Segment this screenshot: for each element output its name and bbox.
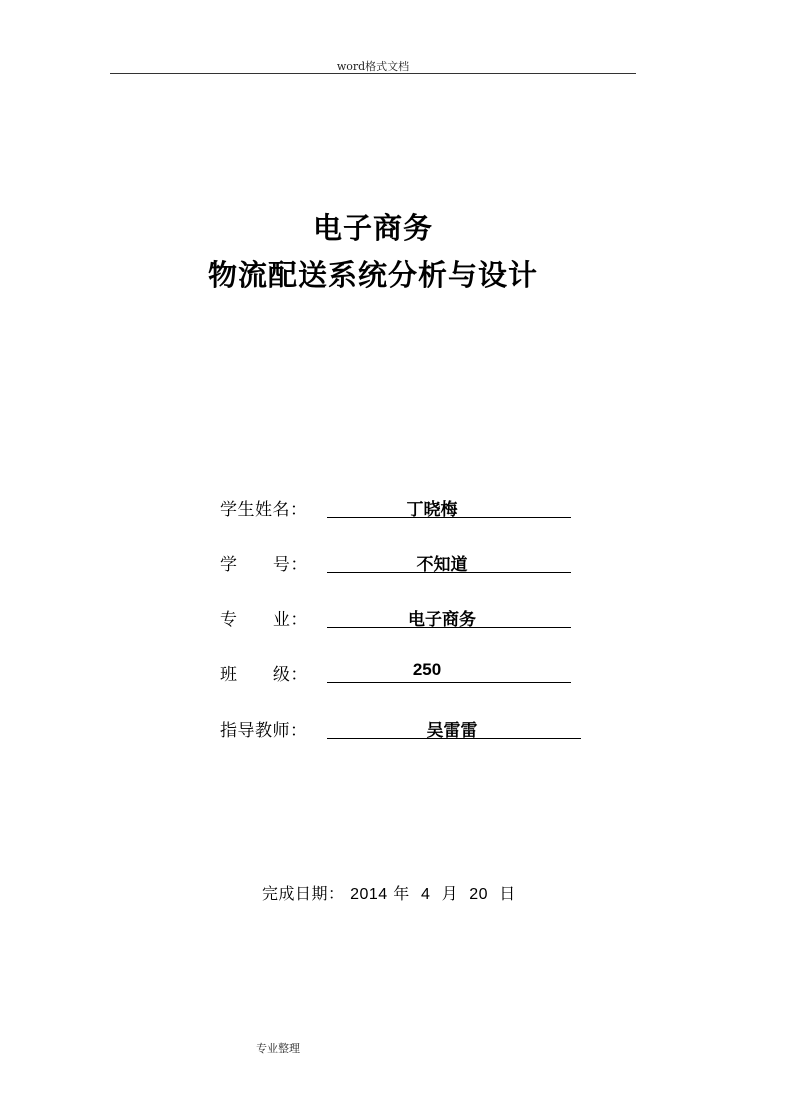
document-title-line-1: 电子商务: [312, 211, 433, 245]
completion-date-day: 20: [469, 886, 489, 903]
advisor-value: 吴雷雷: [426, 721, 478, 741]
class-label: 班 级：: [220, 665, 308, 685]
class-value: 250: [412, 660, 442, 679]
student-name-label: 学生姓名：: [220, 500, 308, 520]
completion-date-day-unit: 日: [499, 884, 516, 903]
advisor-label: 指导教师：: [220, 721, 308, 741]
completion-date-month-unit: 月: [441, 884, 459, 903]
page-footer: 专业整理: [256, 1042, 300, 1055]
completion-date-month: 4: [420, 886, 431, 903]
header-divider: [110, 73, 636, 74]
student-name-value: 丁晓梅: [406, 500, 458, 520]
page-header: word格式文档: [336, 60, 410, 73]
major-label: 专 业：: [220, 610, 308, 630]
completion-date-year-unit: 年: [393, 884, 410, 903]
student-id-label: 学 号：: [220, 555, 308, 575]
student-id-value: 不知道: [416, 555, 468, 575]
major-value: 电子商务: [408, 610, 476, 630]
document-title-line-2: 物流配送系统分析与设计: [207, 258, 538, 292]
completion-date-label: 完成日期：: [262, 884, 345, 903]
completion-date-year: 2014: [350, 886, 388, 903]
completion-date: [262, 881, 516, 904]
class-underline: [327, 682, 571, 683]
